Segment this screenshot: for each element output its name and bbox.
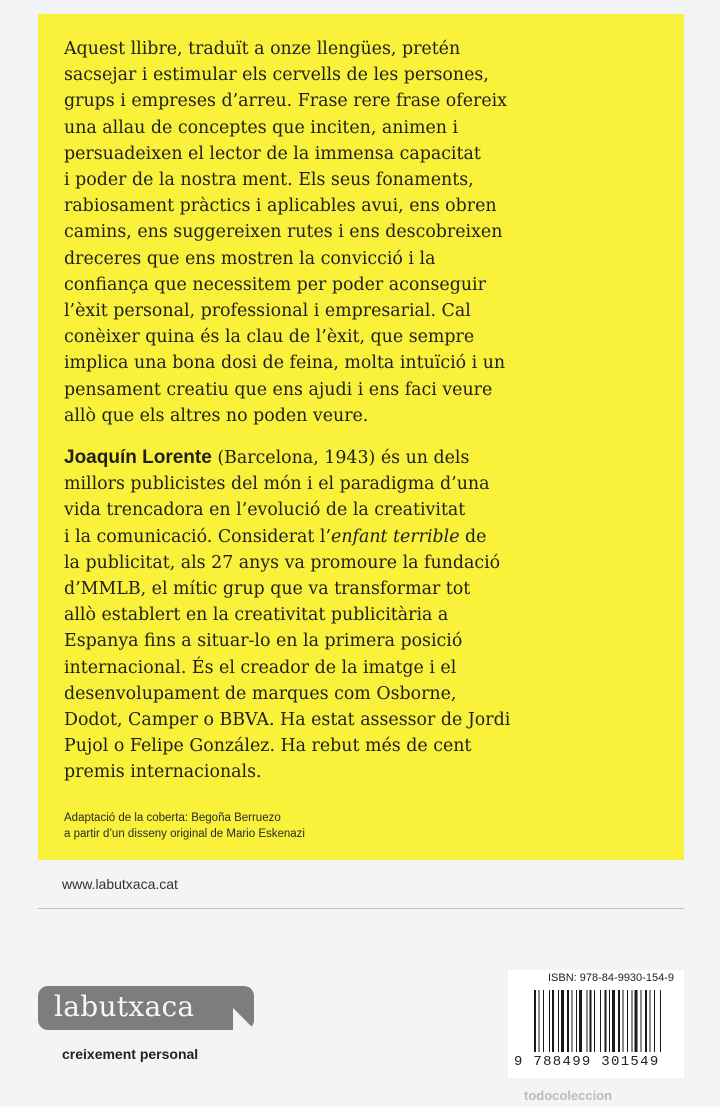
barcode-bar bbox=[605, 990, 607, 1052]
barcode-bar bbox=[609, 990, 610, 1052]
bio-line: Espanya fins a situar-lo en la primera posició bbox=[64, 631, 463, 652]
barcode-bar bbox=[632, 990, 633, 1052]
barcode-bar bbox=[623, 990, 624, 1052]
bio-line: vida trencadora en l’evolució de la creativitat bbox=[64, 500, 466, 521]
bio-line: i la comunicació. Considerat l’enfant terrible de bbox=[64, 526, 487, 547]
author-name: Joaquín Lorente bbox=[64, 447, 212, 469]
barcode-bar bbox=[567, 990, 569, 1052]
barcode-bar bbox=[600, 990, 601, 1052]
bio-line: millors publicistes del món i el paradigma d’una bbox=[64, 474, 490, 495]
cover-credits bbox=[64, 810, 658, 842]
barcode-bar bbox=[641, 990, 642, 1052]
blurb-line: allò que els altres no poden veure. bbox=[64, 405, 369, 426]
bio-line: desenvolupament de marques com Osborne, bbox=[64, 683, 457, 704]
barcode-bar bbox=[635, 990, 638, 1052]
author-bio bbox=[64, 445, 658, 786]
isbn-label: ISBN: 978-84-9930-154-9 bbox=[548, 972, 674, 984]
barcode-bar bbox=[590, 990, 592, 1052]
barcode bbox=[532, 990, 678, 1052]
bio-line: premis internacionals. bbox=[64, 762, 262, 783]
divider bbox=[38, 908, 684, 909]
blurb-line: sacsejar i estimular els cervells de les persones, bbox=[64, 65, 489, 86]
barcode-bar bbox=[561, 990, 564, 1052]
barcode-bar bbox=[558, 990, 559, 1052]
barcode-bar bbox=[549, 990, 550, 1052]
blurb-line: una allau de conceptes que inciten, animen i bbox=[64, 117, 459, 138]
blurb-line: camins, ens suggereixen rutes i ens descobreixen bbox=[64, 222, 503, 243]
publisher-website: www.labutxaca.cat bbox=[62, 876, 178, 892]
book-blurb bbox=[64, 36, 658, 429]
logo-text: labutxaca bbox=[54, 990, 195, 1023]
bio-line: d’MMLB, el mític grup que va transformar tot bbox=[64, 579, 471, 600]
isbn-block bbox=[508, 970, 684, 1078]
barcode-bar bbox=[612, 990, 615, 1052]
barcode-bar bbox=[534, 990, 536, 1052]
blurb-line: i poder de la nostra ment. Els seus fonaments, bbox=[64, 170, 474, 191]
bio-line: Dodot, Camper o BBVA. Ha estat assessor de Jordi bbox=[64, 710, 511, 731]
bio-line: Joaquín Lorente (Barcelona, 1943) és un dels bbox=[64, 447, 470, 469]
barcode-bar bbox=[572, 990, 573, 1052]
credits-line: a partir d’un disseny original de Mario Eskenazi bbox=[64, 827, 305, 840]
blurb-line: Aquest llibre, traduït a onze llengües, pretén bbox=[64, 39, 461, 59]
barcode-bar bbox=[660, 990, 661, 1052]
barcode-bar bbox=[650, 990, 651, 1052]
bio-line: Pujol o Felipe González. Ha rebut més de cent bbox=[64, 736, 472, 757]
blurb-line: persuadeixen el lector de la immensa capacitat bbox=[64, 143, 481, 164]
barcode-bar bbox=[543, 990, 544, 1052]
blurb-line: conèixer quina és la clau de l’èxit, que sempre bbox=[64, 327, 475, 348]
barcode-bar bbox=[587, 990, 588, 1052]
barcode-bar bbox=[618, 990, 620, 1052]
bio-line: internacional. És el creador de la imatge i el bbox=[64, 657, 457, 678]
barcode-bar bbox=[539, 990, 540, 1052]
barcode-bar bbox=[579, 990, 582, 1052]
blurb-line: confiança que necessitem per poder aconseguir bbox=[64, 274, 486, 295]
barcode-bar bbox=[552, 990, 554, 1052]
blurb-line: dreceres que ens mostren la convicció i la bbox=[64, 248, 436, 269]
bio-line: la publicitat, als 27 anys va promoure la fundació bbox=[64, 552, 501, 573]
barcode-bar bbox=[576, 990, 577, 1052]
blurb-line: pensament creatiu que ens ajudi i ens faci veure bbox=[64, 379, 493, 400]
barcode-bar bbox=[627, 990, 628, 1052]
blurb-line: rabiosament pràctics i aplicables avui, ens obren bbox=[64, 196, 497, 217]
barcode-digits: 9 788499 301549 bbox=[514, 1054, 660, 1070]
publisher-logo bbox=[38, 986, 254, 1030]
italic-phrase: enfant terrible bbox=[331, 526, 460, 547]
watermark: todocoleccion bbox=[524, 1088, 613, 1103]
series-name: creixement personal bbox=[62, 1046, 199, 1062]
back-cover-panel bbox=[38, 14, 684, 860]
blurb-line: grups i empreses d’arreu. Frase rere frase ofereix bbox=[64, 91, 507, 112]
bio-line: allò establert en la creativitat publicitària a bbox=[64, 605, 449, 626]
barcode-bar bbox=[654, 990, 655, 1052]
blurb-line: implica una bona dosi de feina, molta intuïció i un bbox=[64, 353, 506, 374]
logo-folded-corner bbox=[233, 1008, 255, 1030]
credits-line: Adaptació de la coberta: Begoña Berruezo bbox=[64, 811, 281, 824]
barcode-bar bbox=[594, 990, 595, 1052]
barcode-bar bbox=[645, 990, 647, 1052]
blurb-line: l’èxit personal, professional i empresarial. Cal bbox=[64, 301, 471, 322]
